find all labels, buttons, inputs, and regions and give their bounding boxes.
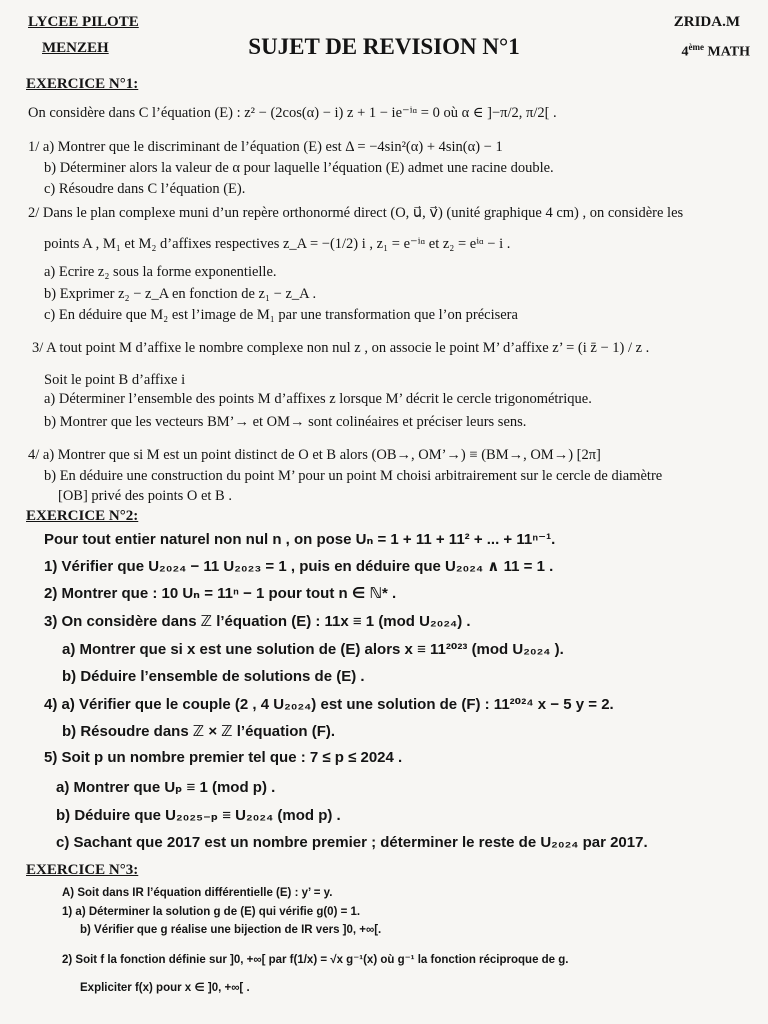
exercise-1-line: b) En déduire une construction du point M’ pour un point M choisi arbitrairement sur le cercle de diamètre bbox=[44, 468, 663, 484]
exercise-2-line: b) Résoudre dans ℤ × ℤ l’équation (F). bbox=[62, 723, 336, 740]
exercise-2-line: 3) On considère dans ℤ l’équation (E) : 11x ≡ 1 (mod U₂₀₂₄) . bbox=[44, 613, 471, 630]
exercise-2-line: c) Sachant que 2017 est un nombre premier ; déterminer le reste de U₂₀₂₄ par 2017. bbox=[56, 834, 648, 851]
exercise-1-line: c) En déduire que M₂ est l’image de M₁ par une transformation que l’on précisera bbox=[44, 307, 518, 323]
exercise-1-line: Soit le point B d’affixe i bbox=[44, 372, 186, 388]
school-name: LYCEE PILOTE bbox=[28, 14, 139, 30]
exercise-1-line: b) Exprimer z₂ − z_A en fonction de z₁ − z_A . bbox=[44, 286, 317, 302]
class-level bbox=[681, 42, 750, 61]
exercise-1-line: a) Ecrire z₂ sous la forme exponentielle. bbox=[44, 264, 277, 280]
class-level-subject: MATH bbox=[707, 44, 750, 60]
exercise-2-line: Pour tout entier naturel non nul n , on pose Uₙ = 1 + 11 + 11² + ... + 11ⁿ⁻¹. bbox=[44, 531, 556, 548]
class-level-number: 4 bbox=[681, 44, 689, 60]
exercise-1-line: [OB] privé des points O et B . bbox=[58, 488, 232, 504]
exercise-1-line: 4/ a) Montrer que si M est un point distinct de O et B alors (OB→, OM’→) ≡ (BM→, OM→) [2π] bbox=[28, 447, 601, 463]
exercise-2-line: 5) Soit p un nombre premier tel que : 7 ≤ p ≤ 2024 . bbox=[44, 749, 403, 766]
school-location: MENZEH bbox=[42, 40, 109, 56]
class-level-suffix: ème bbox=[688, 42, 704, 52]
exercise-1-line: 3/ A tout point M d’affixe le nombre complexe non nul z , on associe le point M’ d’affixe z’ = (i z̄ − 1) / z . bbox=[32, 340, 650, 356]
exercise-2-line: b) Déduire que U₂₀₂₅₋ₚ ≡ U₂₀₂₄ (mod p) . bbox=[56, 807, 341, 824]
exercise-2-line: a) Montrer que Uₚ ≡ 1 (mod p) . bbox=[56, 779, 276, 796]
exercise-2-title: EXERCICE N°2: bbox=[26, 508, 139, 524]
exercise-1-line: 2/ Dans le plan complexe muni d’un repère orthonormé direct (O, u⃗, v⃗) (unité graphique 4 cm) , on considère les bbox=[28, 205, 684, 221]
exercise-1-line: points A , M₁ et M₂ d’affixes respectives z_A = −(1/2) i , z₁ = e⁻ⁱᵅ et z₂ = eⁱᵅ − i . bbox=[44, 236, 511, 252]
exercise-2-line: a) Montrer que si x est une solution de (E) alors x ≡ 11²⁰²³ (mod U₂₀₂₄ ). bbox=[62, 641, 564, 658]
exercise-1-line: b) Déterminer alors la valeur de α pour laquelle l’équation (E) admet une racine double. bbox=[44, 160, 554, 176]
exercise-1-line: 1/ a) Montrer que le discriminant de l’équation (E) est Δ = −4sin²(α) + 4sin(α) − 1 bbox=[28, 139, 503, 155]
exercise-1-line: On considère dans C l’équation (E) : z² − (2cos(α) − i) z + 1 − ie⁻ⁱᵅ = 0 où α ∈ ]−π/2, π/2[ . bbox=[28, 105, 557, 121]
exercise-2-line: 1) Vérifier que U₂₀₂₄ − 11 U₂₀₂₃ = 1 , puis en déduire que U₂₀₂₄ ∧ 11 = 1 . bbox=[44, 558, 554, 575]
exercise-3-line: 2) Soit f la fonction définie sur ]0, +∞[ par f(1/x) = √x g⁻¹(x) où g⁻¹ la fonction réciproque de g. bbox=[62, 954, 569, 966]
exercise-3-title: EXERCICE N°3: bbox=[26, 862, 139, 878]
page-title: SUJET DE REVISION N°1 bbox=[248, 34, 520, 59]
exercise-2-line: 4) a) Vérifier que le couple (2 , 4 U₂₀₂₄) est une solution de (F) : 11²⁰²⁴ x − 5 y = 2. bbox=[44, 696, 614, 713]
exercise-3-line: Expliciter f(x) pour x ∈ ]0, +∞[ . bbox=[80, 982, 250, 994]
exercise-1-line: b) Montrer que les vecteurs BM’→ et OM→ sont colinéaires et préciser leurs sens. bbox=[44, 414, 527, 430]
exercise-3-line: 1) a) Déterminer la solution g de (E) qui vérifie g(0) = 1. bbox=[62, 906, 361, 918]
exercise-1-line: c) Résoudre dans C l’équation (E). bbox=[44, 181, 246, 197]
exercise-1-line: a) Déterminer l’ensemble des points M d’affixes z lorsque M’ décrit le cercle trigonométrique. bbox=[44, 391, 592, 407]
exercise-2-line: 2) Montrer que : 10 Uₙ = 11ⁿ − 1 pour tout n ∈ ℕ* . bbox=[44, 585, 397, 602]
exercise-1-title: EXERCICE N°1: bbox=[26, 76, 139, 92]
exercise-3-line: A) Soit dans IR l’équation différentielle (E) : y’ = y. bbox=[62, 887, 333, 899]
exercise-3-line: b) Vérifier que g réalise une bijection de IR vers ]0, +∞[. bbox=[80, 924, 382, 936]
author-name: ZRIDA.M bbox=[673, 14, 740, 30]
exercise-2-line: b) Déduire l’ensemble de solutions de (E) . bbox=[62, 668, 365, 685]
